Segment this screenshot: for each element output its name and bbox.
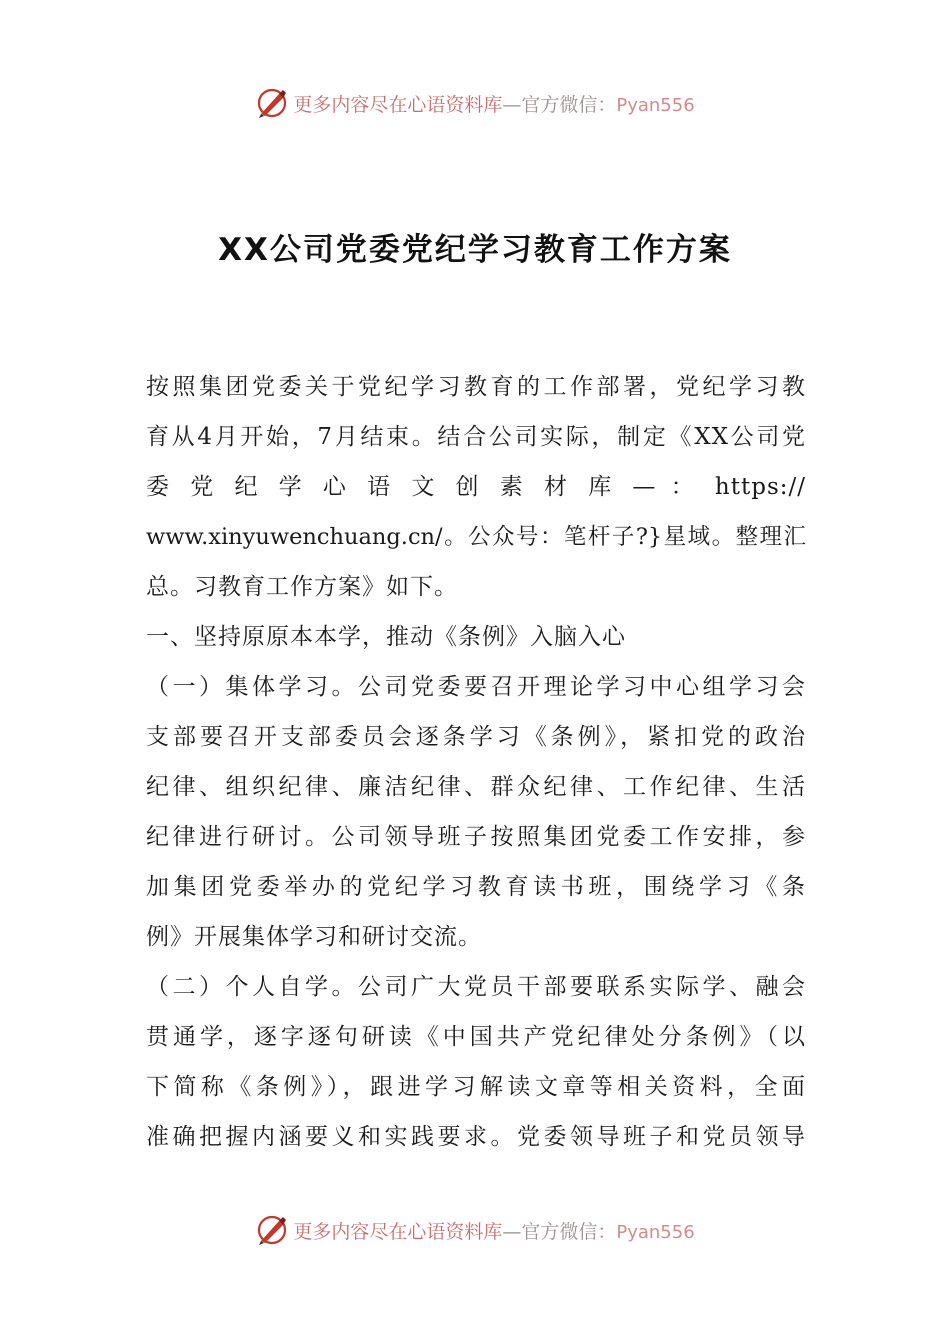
text-line: 支部要召开支部委员会逐条学习《条例》，紧扣党的政治	[146, 724, 806, 750]
pen-logo-icon	[255, 86, 289, 120]
watermark-text: 更多内容尽在心语资料库—官方微信：Pyan556	[293, 93, 695, 116]
text-line: 育从4月开始，7月结束。结合公司实际，制定《XX公司党	[146, 424, 806, 450]
watermark-text: 更多内容尽在心语资料库—官方微信：Pyan556	[293, 1220, 695, 1243]
header-watermark-banner	[0, 83, 950, 123]
text-line: 按照集团党委关于党纪学习教育的工作部署，党纪学习教	[146, 374, 806, 400]
text-line: （二）个人自学。公司广大党员干部要联系实际学、融会	[146, 974, 806, 1000]
text-line: （一）集体学习。公司党委要召开理论学习中心组学习会	[146, 674, 806, 700]
text-line: 准确把握内涵要义和实践要求。党委领导班子和党员领导	[146, 1124, 806, 1150]
text-line: 加集团党委举办的党纪学习教育读书班，围绕学习《条	[146, 874, 806, 900]
text-line: 贯通学，逐字逐句研读《中国共产党纪律处分条例》（以	[146, 1024, 806, 1050]
text-line: www.xinyuwenchuang.cn/。公众号：笔杆子?}星域。整理汇	[146, 524, 806, 550]
text-line: 一、坚持原原本本学，推动《条例》入脑入心	[146, 624, 626, 650]
text-line: 例》开展集体学习和研讨交流。	[146, 924, 482, 950]
text-line: 纪律、组织纪律、廉洁纪律、群众纪律、工作纪律、生活	[146, 774, 806, 800]
document-title: XX公司党委党纪学习教育工作方案	[218, 232, 732, 268]
document-body	[146, 362, 806, 1162]
pen-logo-icon	[255, 1213, 289, 1247]
footer-watermark-banner	[0, 1210, 950, 1250]
text-line: 委 党 纪 学 心 语 文 创 素 材 库 — ： https://	[146, 474, 806, 500]
text-line: 总。习教育工作方案》如下。	[146, 574, 458, 600]
text-line: 下简称《条例》），跟进学习解读文章等相关资料，全面	[146, 1074, 806, 1100]
text-line: 纪律进行研讨。公司领导班子按照集团党委工作安排，参	[146, 824, 806, 850]
